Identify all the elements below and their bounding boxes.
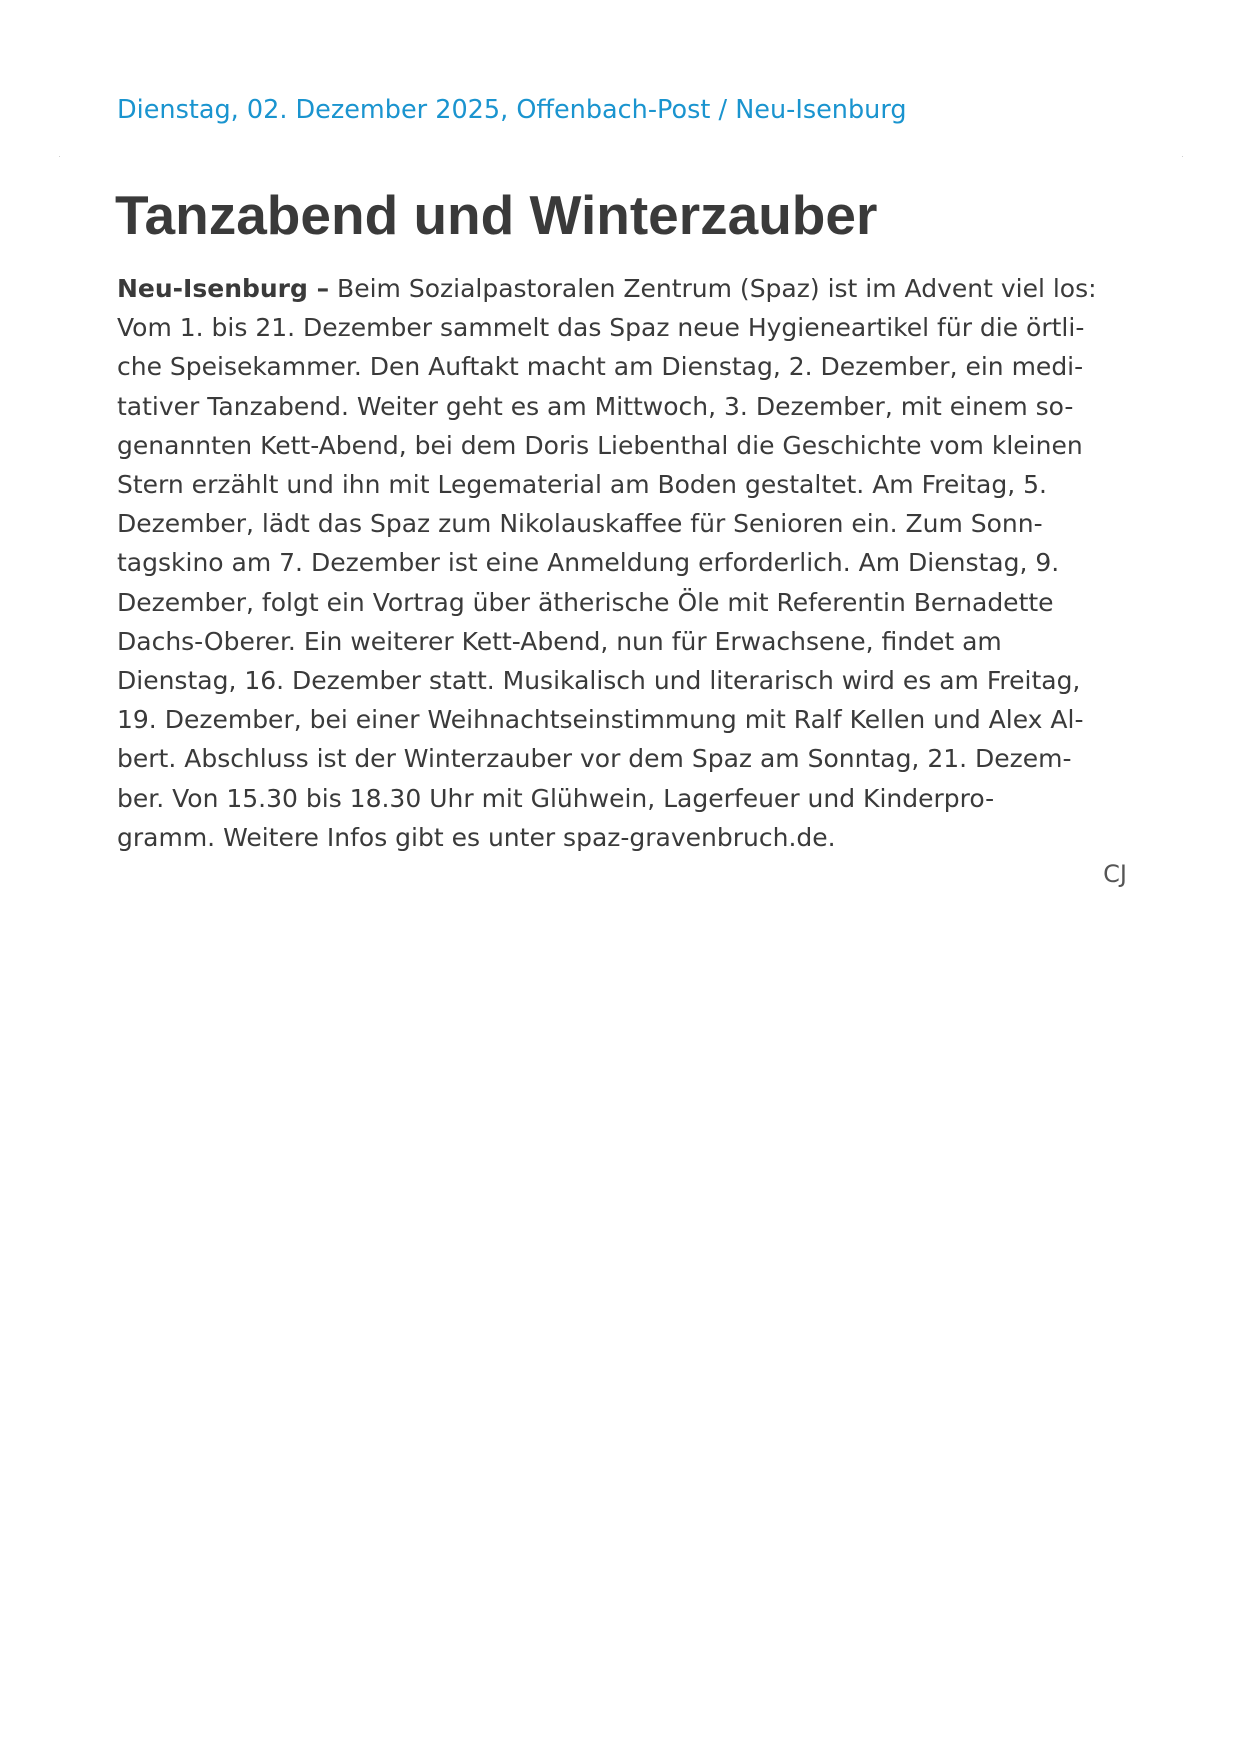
body-line: genannten Kett-Abend, bei dem Doris Liebenthal die Geschichte vom kleinen bbox=[117, 430, 1083, 460]
body-line: Dachs-Oberer. Ein weiterer Kett-Abend, nun für Erwachsene, findet am bbox=[117, 626, 1002, 656]
article-body bbox=[117, 269, 1127, 857]
author-initials: CJ bbox=[1103, 860, 1127, 888]
body-line: bert. Abschluss ist der Winterzauber vor dem Spaz am Sonntag, 21. Dezem- bbox=[117, 744, 1072, 774]
lead-location: Neu-Isenburg – bbox=[117, 274, 330, 303]
body-line: gramm. Weitere Infos gibt es unter spaz-gravenbruch.de. bbox=[117, 822, 836, 852]
body-line: tagskino am 7. Dezember ist eine Anmeldung erforderlich. Am Dienstag, 9. bbox=[117, 548, 1060, 578]
body-line-text: Beim Sozialpastoralen Zentrum (Spaz) ist im Advent viel los: bbox=[329, 274, 1097, 303]
article-headline: Tanzabend und Winterzauber bbox=[115, 184, 878, 246]
body-line: Dienstag, 16. Dezember statt. Musikalisch und literarisch wird es am Freitag, bbox=[117, 666, 1081, 696]
separator-mark-left bbox=[59, 156, 60, 157]
separator-mark-right bbox=[1182, 156, 1183, 157]
body-line: Stern erzählt und ihn mit Legematerial am Boden gestaltet. Am Freitag, 5. bbox=[117, 470, 1047, 500]
dateline: Dienstag, 02. Dezember 2025, Offenbach-Post / Neu-Isenburg bbox=[117, 95, 907, 125]
body-line: 19. Dezember, bei einer Weihnachtseinstimmung mit Ralf Kellen und Alex Al- bbox=[117, 705, 1084, 735]
body-line bbox=[117, 269, 1127, 308]
body-line: tativer Tanzabend. Weiter geht es am Mittwoch, 3. Dezember, mit einem so- bbox=[117, 391, 1074, 421]
body-line: Vom 1. bis 21. Dezember sammelt das Spaz neue Hygieneartikel für die örtli- bbox=[117, 313, 1085, 343]
body-line: ber. Von 15.30 bis 18.30 Uhr mit Glühwein, Lagerfeuer und Kinderpro- bbox=[117, 783, 995, 813]
body-line: Dezember, folgt ein Vortrag über ätherische Öle mit Referentin Bernadette bbox=[117, 587, 1054, 617]
body-line: Dezember, lädt das Spaz zum Nikolauskaffee für Senioren ein. Zum Sonn- bbox=[117, 509, 1043, 539]
body-line: che Speisekammer. Den Auftakt macht am Dienstag, 2. Dezember, ein medi- bbox=[117, 352, 1084, 382]
